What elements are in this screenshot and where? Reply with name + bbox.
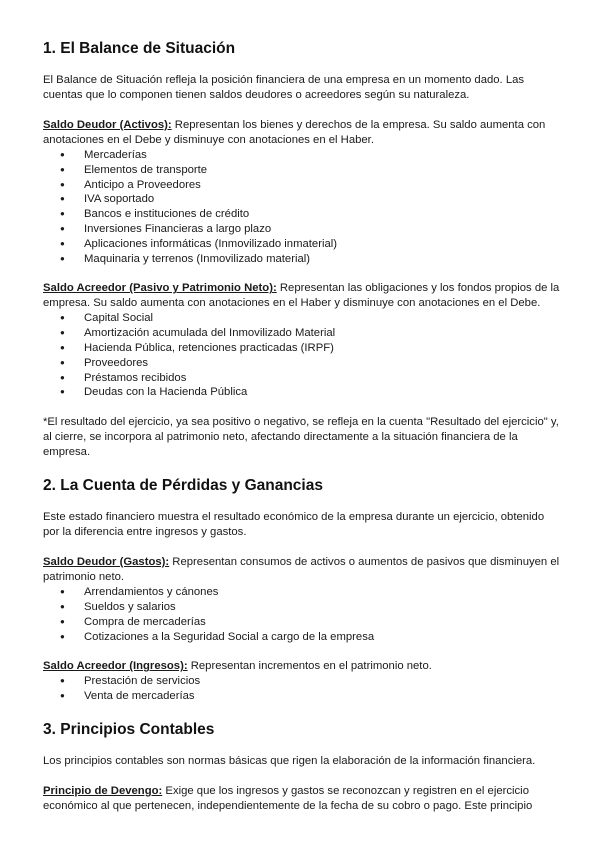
list-item: ● Aplicaciones informáticas (Inmovilizado inmaterial)	[60, 237, 560, 252]
resultado-ejercicio-note: *El resultado del ejercicio, ya sea positivo o negativo, se refleja en la cuenta "Resultado del ejercicio" y, al cierre, se incorpora al patrimonio neto, afectando directamente a la situación financiera de la empresa.	[43, 416, 559, 459]
saldo-acreedor-pasivo-text: Representan las obligaciones y los fondos propios de la empresa. Su saldo aumenta con anotaciones en el Haber y disminuye con anotaciones en el Debe.	[43, 282, 560, 310]
section-title-principios: 3. Principios Contables	[43, 720, 215, 738]
list-item: ● IVA soportado	[60, 192, 560, 207]
list-item: ● Anticipo a Proveedores	[60, 178, 560, 193]
list-item: ● Maquinaria y terrenos (Inmovilizado material)	[60, 252, 560, 267]
list-item: ● Préstamos recibidos	[60, 371, 560, 386]
list-item: ● Capital Social	[60, 311, 560, 326]
saldo-acreedor-ingresos-paragraph	[43, 659, 560, 674]
principio-devengo-paragraph	[43, 784, 560, 814]
saldo-deudor-activos-text: Representan los bienes y derechos de la empresa. Su saldo aumenta con anotaciones en el Debe y disminuye con anotaciones en el Haber.	[43, 119, 546, 146]
saldo-deudor-gastos-label: Saldo Deudor (Gastos):	[43, 556, 170, 569]
perdidas-ganancias-intro: Este estado financiero muestra el resultado económico de la empresa durante un ejercicio, obtenido por la diferencia entre ingresos y gastos.	[43, 511, 545, 539]
saldo-deudor-gastos-paragraph	[43, 555, 560, 585]
section-title-balance: 1. El Balance de Situación	[43, 40, 236, 57]
list-item: ● Hacienda Pública, retenciones practicadas (IRPF)	[60, 341, 560, 356]
list-item: ● Deudas con la Hacienda Pública	[60, 385, 560, 400]
principios-intro: Los principios contables son normas básicas que rigen la elaboración de la información financiera.	[43, 754, 536, 767]
gastos-list	[43, 585, 560, 644]
list-item: ● Bancos e instituciones de crédito	[60, 207, 560, 222]
ingresos-list	[43, 674, 560, 704]
principio-devengo-text: Exige que los ingresos y gastos se reconozcan y registren en el ejercicio económico al que pertenecen, independientemente de la fecha de su cobro o pago. Este principio	[43, 784, 533, 812]
activos-list	[43, 148, 560, 266]
balance-intro: El Balance de Situación refleja la posición financiera de una empresa en un momento dado. Las cuentas que lo componen tienen saldos deudores o acreedores según su naturaleza.	[43, 74, 525, 101]
list-item: ● Mercaderías	[60, 148, 560, 163]
saldo-acreedor-pasivo-paragraph	[43, 281, 560, 311]
list-item: ● Venta de mercaderías	[60, 689, 560, 704]
list-item: ● Cotizaciones a la Seguridad Social a cargo de la empresa	[60, 630, 560, 645]
saldo-acreedor-ingresos-text: Representan incrementos en el patrimonio neto.	[187, 660, 432, 673]
section-title-perdidas-ganancias: 2. La Cuenta de Pérdidas y Ganancias	[43, 477, 323, 495]
pasivo-list	[43, 311, 560, 400]
list-item: ● Sueldos y salarios	[60, 600, 560, 615]
list-item: ● Compra de mercaderías	[60, 615, 560, 630]
saldo-acreedor-pasivo-label: Saldo Acreedor (Pasivo y Patrimonio Neto):	[43, 282, 277, 295]
saldo-deudor-activos-label: Saldo Deudor (Activos):	[43, 119, 172, 131]
list-item: ● Proveedores	[60, 356, 560, 371]
list-item: ● Prestación de servicios	[60, 674, 560, 689]
list-item: ● Amortización acumulada del Inmovilizado Material	[60, 326, 560, 341]
list-item: ● Elementos de transporte	[60, 163, 560, 178]
list-item: ● Inversiones Financieras a largo plazo	[60, 222, 560, 237]
principio-devengo-label: Principio de Devengo:	[43, 784, 163, 797]
saldo-deudor-gastos-text: Representan consumos de activos o aumentos de pasivos que disminuyen el patrimonio neto.	[43, 556, 560, 584]
saldo-acreedor-ingresos-label: Saldo Acreedor (Ingresos):	[43, 660, 188, 673]
list-item: ● Arrendamientos y cánones	[60, 585, 560, 600]
saldo-deudor-activos-paragraph	[43, 118, 560, 148]
